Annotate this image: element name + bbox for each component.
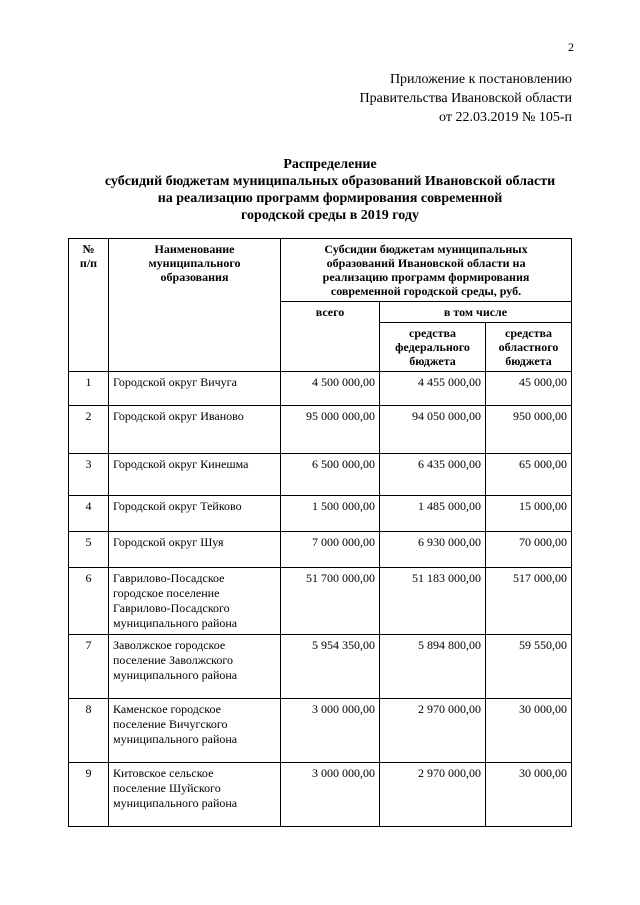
header-regional: средства областного бюджета — [486, 323, 572, 372]
regional-amount: 30 000,00 — [486, 699, 572, 763]
regional-amount: 30 000,00 — [486, 763, 572, 827]
municipality-name — [109, 635, 281, 699]
municipality-name-line: Городской округ Тейково — [113, 499, 242, 513]
municipality-name-line: поселение Заволжского — [113, 653, 233, 667]
table-row — [69, 372, 572, 406]
total-amount: 6 500 000,00 — [281, 454, 380, 496]
table-row — [69, 568, 572, 635]
table-row — [69, 406, 572, 454]
municipality-name — [109, 406, 281, 454]
row-number: 3 — [69, 454, 109, 496]
regional-amount: 950 000,00 — [486, 406, 572, 454]
table-row — [69, 699, 572, 763]
row-number: 9 — [69, 763, 109, 827]
title-line: городской среды в 2019 году — [241, 208, 419, 223]
municipality-name-line: городское поселение — [113, 586, 220, 600]
row-number: 7 — [69, 635, 109, 699]
municipality-name — [109, 568, 281, 635]
table-row — [69, 454, 572, 496]
federal-amount: 1 485 000,00 — [380, 496, 486, 532]
federal-amount: 51 183 000,00 — [380, 568, 486, 635]
header-total: всего — [281, 302, 380, 372]
total-amount: 4 500 000,00 — [281, 372, 380, 406]
page-number: 2 — [568, 40, 574, 54]
total-amount: 3 000 000,00 — [281, 699, 380, 763]
municipality-name-line: Гаврилово-Посадского — [113, 601, 230, 615]
municipality-name-line: Городской округ Шуя — [113, 535, 224, 549]
municipality-name-line: Каменское городское — [113, 702, 221, 716]
municipality-name-line: Городской округ Иваново — [113, 409, 244, 423]
municipality-name-line: муниципального района — [113, 668, 238, 682]
row-number: 1 — [69, 372, 109, 406]
municipality-name — [109, 532, 281, 568]
municipality-name-line: Китовское сельское — [113, 766, 214, 780]
table-row — [69, 763, 572, 827]
federal-amount: 5 894 800,00 — [380, 635, 486, 699]
total-amount: 7 000 000,00 — [281, 532, 380, 568]
municipality-name-line: поселение Вичугского — [113, 717, 228, 731]
municipality-name — [109, 454, 281, 496]
municipality-name — [109, 699, 281, 763]
regional-amount: 517 000,00 — [486, 568, 572, 635]
municipality-name-line: Гаврилово-Посадское — [113, 571, 225, 585]
municipality-name-line: Городской округ Вичуга — [113, 375, 237, 389]
total-amount: 95 000 000,00 — [281, 406, 380, 454]
row-number: 8 — [69, 699, 109, 763]
header-including: в том числе — [380, 302, 572, 323]
header-number: № п/п — [69, 239, 109, 372]
regional-amount: 59 550,00 — [486, 635, 572, 699]
municipality-name-line: муниципального района — [113, 796, 238, 810]
regional-amount: 45 000,00 — [486, 372, 572, 406]
federal-amount: 6 930 000,00 — [380, 532, 486, 568]
title-line: субсидий бюджетам муниципальных образований Ивановской области — [104, 174, 556, 189]
row-number: 6 — [69, 568, 109, 635]
federal-amount: 6 435 000,00 — [380, 454, 486, 496]
table-body — [69, 372, 572, 827]
total-amount: 51 700 000,00 — [281, 568, 380, 635]
appendix-header — [300, 70, 572, 127]
header-name: Наименование муниципального образования — [109, 239, 281, 372]
municipality-name — [109, 372, 281, 406]
federal-amount: 2 970 000,00 — [380, 763, 486, 827]
total-amount: 5 954 350,00 — [281, 635, 380, 699]
regional-amount: 65 000,00 — [486, 454, 572, 496]
federal-amount: 94 050 000,00 — [380, 406, 486, 454]
federal-amount: 2 970 000,00 — [380, 699, 486, 763]
appendix-line: Приложение к постановлению — [389, 72, 572, 87]
header-federal: средства федерального бюджета — [380, 323, 486, 372]
federal-amount: 4 455 000,00 — [380, 372, 486, 406]
municipality-name — [109, 496, 281, 532]
header-subsidy: Субсидии бюджетам муниципальных образований Ивановской области на реализацию программ формирования современной городской среды, руб. — [281, 239, 572, 302]
table-row — [69, 635, 572, 699]
appendix-line: Правительства Ивановской области — [359, 91, 572, 106]
municipality-name-line: Городской округ Кинешма — [113, 457, 249, 471]
table-row — [69, 496, 572, 532]
municipality-name-line: Заволжское городское — [113, 638, 226, 652]
regional-amount: 15 000,00 — [486, 496, 572, 532]
title-line: на реализацию программ формирования современной — [157, 191, 503, 206]
row-number: 4 — [69, 496, 109, 532]
table-row — [69, 532, 572, 568]
distribution-table — [68, 238, 572, 827]
row-number: 2 — [69, 406, 109, 454]
municipality-name — [109, 763, 281, 827]
document-title — [60, 156, 600, 224]
row-number: 5 — [69, 532, 109, 568]
title-line: Распределение — [283, 157, 377, 172]
municipality-name-line: поселение Шуйского — [113, 781, 221, 795]
total-amount: 1 500 000,00 — [281, 496, 380, 532]
appendix-line: от 22.03.2019 № 105-п — [439, 110, 572, 125]
municipality-name-line: муниципального района — [113, 616, 238, 630]
municipality-name-line: муниципального района — [113, 732, 238, 746]
regional-amount: 70 000,00 — [486, 532, 572, 568]
total-amount: 3 000 000,00 — [281, 763, 380, 827]
